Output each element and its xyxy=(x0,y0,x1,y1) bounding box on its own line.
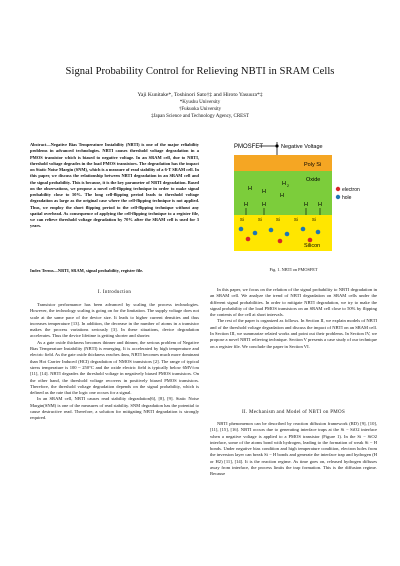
introduction-body xyxy=(30,302,199,422)
paragraph: Transistor performance has been advanced by scaling the process technologies. However, the technology scaling is going on for the limitation. The supply voltage does not scale at the same pace of the device size. It leads to higher current densities and thus increases temperature [13]. In addition, the decrease in the number of atoms in a transistor makes the process variations seriously [3]. In these situations, device degradation accelerates. Thus the device lifetime is getting shorter and shorter. xyxy=(30,302,199,339)
si-atom: Si xyxy=(294,217,298,222)
author-list: Yaji Kunitake*, Toshinori Sato†‡ and Hiroto Yasuura*‡ xyxy=(137,92,263,98)
paragraph: In an SRAM cell, NBTI causes read stability degradation[6], [8], [9]. Static Noise Margin(SNM) is one of the measures of read stability. SNM degradation has the potential to cause destructive read. Therefore, a solution for mitigating NBTI degradation is strongly required. xyxy=(30,396,199,421)
paragraph: As a gate oxide thickness becomes thinner and thinner, the serious problem of Negative Bias Temperature Instability (NBTI) is emerging. It is accelerated by high temperature and electric field. As the gate oxide thickness reaches 4nm, NBTI becomes much more dominant than Hot Carrier Induced (HCI) degradation of NMOS transistors [2]. The range of typical stress temperature is 100 ~ 250°C and the oxide electric field is typically below 6MV/cm [11], [14]. NBTI degrades the threshold voltage in negatively biased PMOS transistors. On the other hand, the threshold voltage recovers in positively biased PMOS transistors. Therefore, the threshold voltage degradation depends on the signal probability, which is defined as the rate that the logic one occurs for a signal. xyxy=(30,339,199,396)
hole-dot xyxy=(301,227,306,232)
affiliation-2: †Fukuoka University xyxy=(178,107,222,112)
section-heading-introduction: I. Introduction xyxy=(97,290,132,295)
electron-dot xyxy=(246,237,251,242)
figure-caption: Fig. 1. NBTI on PMOSFET xyxy=(269,267,318,272)
hydrogen-atom: H xyxy=(248,186,252,192)
paper-title: Signal Probability Control for Relieving NBTI in SRAM Cells xyxy=(65,66,335,77)
hydrogen-atom: H xyxy=(304,202,308,208)
subscript-2: 2 xyxy=(287,184,289,188)
figure-nbti-pmosfet xyxy=(232,141,372,253)
si-atom: Si xyxy=(276,217,280,222)
hole-dot xyxy=(285,232,290,237)
hole-dot xyxy=(269,228,274,233)
electron-dot xyxy=(308,238,313,243)
hydrogen-atom: H xyxy=(262,189,266,195)
index-terms: Index Terms—NBTI, SRAM, signal probability, register file. xyxy=(30,268,144,273)
hydrogen-atom: H xyxy=(318,202,322,208)
paragraph: NBTI phenomenon can be described by reaction diffusion framework (RD) [9], [10], [11], [15], [16]. NBTI occurs due to generating interface traps at the Si − SiO2 interface when a negative voltage is applied to a PMOS transistor (Figure 1). In the Si − SiO2 interface, some of the atoms bond with hydrogen, leading to the formation of weak Si − H bonds. Under negative bias condition and high temperature condition, electron holes from the inversion layer can break Si − H bonds and generate the interface trap and hydrogen (H or H2) [11], [14]. It is the reaction regime. As time goes on, released hydrogen diffuses away from interface, the process limits the trap formation. This is the diffusion regime. Because xyxy=(210,421,377,477)
paragraph: The rest of the paper is organized as follows. In Section II, we explain models of NBTI and of the threshold voltage degradation and discuss the impact of NBTI on an SRAM cell. In Section III, we summarize related works and point out their problems. In Section IV, we propose a novel NBTI relieving technique. Section V presents a case study of our technique on a register file. We conclude the paper in Section VI. xyxy=(210,318,377,349)
legend-hole-swatch xyxy=(336,195,340,199)
section-2-body xyxy=(210,421,377,478)
hydrogen-atom: H xyxy=(280,193,284,199)
terminal-dot xyxy=(275,144,278,147)
hole-dot xyxy=(316,230,321,235)
legend-hole-label: hole xyxy=(342,195,352,201)
label-oxide: Oxide xyxy=(306,177,321,183)
hole-dot xyxy=(239,227,244,232)
legend-electron-label: electron xyxy=(342,187,360,193)
affiliation-1: *Kyushu University xyxy=(179,100,221,105)
label-pmosfet: PMOSFET xyxy=(234,144,264,150)
hydrogen-atom: H xyxy=(244,202,248,208)
label-silicon: Silicon xyxy=(304,243,321,249)
label-poly-si: Poly Si xyxy=(304,162,322,168)
paragraph: In this paper, we focus on the relation of the signal probability to NBTI degradation in an SRAM cell. We analyze the trend of NBTI degradation on SRAM cells under the different signal probabilities. In order to mitigate NBTI degradation, we try to make the signal probability of the load PMOS transistors on an SRAM cell close to 50% by flipping the contents of the cell at short intervals. xyxy=(210,287,377,318)
hydrogen-atom: H xyxy=(262,202,266,208)
hydrogen-molecule: H xyxy=(282,181,286,187)
abstract: Abstract—Negative Bias Temperature Instability (NBTI) is one of the major reliability problems in advanced technologies. NBTI causes threshold voltage degradation in a PMOS transistor which is biased to negative voltage. In an SRAM cell, due to NBTI, threshold voltage degrades in the load PMOS transistors. The degradation has the impact on Static Noise Margin (SNM), which is a measure of read stability of a 6-T SRAM cell. In this paper, we discuss the relationship between NBTI degradation in an SRAM cell and the signal probability. This is because, it is the key parameter of NBTI degradation. Based on the observations, we propose a novel cell-flipping technique in order to make signal probability close to 50%. The long cell-flipping period leads to threshold voltage degradation as large as the original case where the cell-flipping technique is not applied. Thus, we employ the short flipping period to the cell-flipping technique without any spatial overhead. As consequence of applying the cell-flipping technique to a register file, we can relieve threshold voltage degradation by 70% after the SRAM cell is used for 3 years. xyxy=(30,142,199,229)
si-atom: Si xyxy=(312,217,316,222)
section-heading-mechanism: II. Mechanism and Model of NBTI on PMOS xyxy=(241,410,346,415)
label-negative-voltage: Negative Voltage xyxy=(281,144,323,150)
si-atom: Si xyxy=(240,217,244,222)
electron-dot xyxy=(278,239,283,244)
affiliation-3: ‡Japan Science and Technology Agency, CREST xyxy=(150,114,250,119)
si-atom: Si xyxy=(258,217,262,222)
legend-electron-swatch xyxy=(336,187,340,191)
right-column-body xyxy=(210,287,377,350)
hole-dot xyxy=(253,231,258,236)
